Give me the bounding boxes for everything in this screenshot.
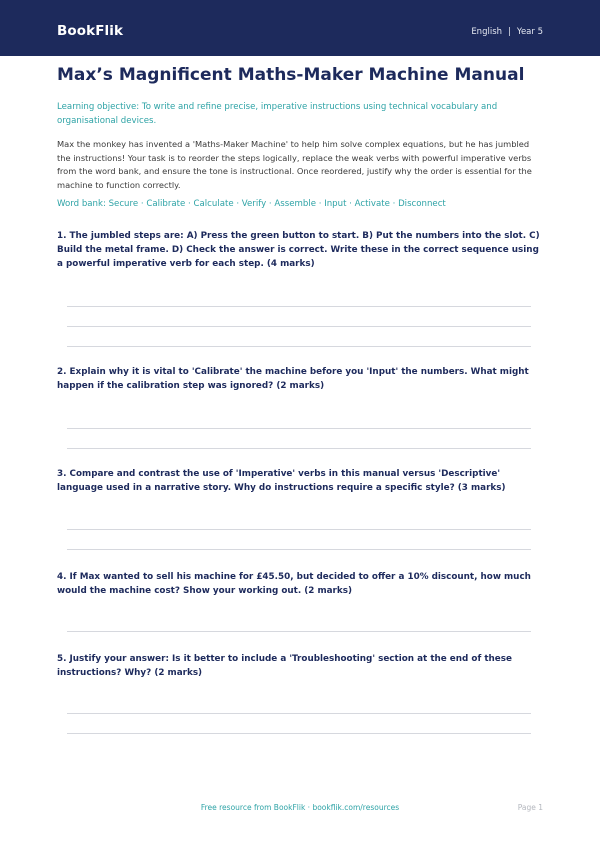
- page-number: Page 1: [517, 803, 543, 812]
- question-2: 2. Explain why it is vital to 'Calibrate' the machine before you 'Input' the numbers. What might happen if the calibration step was ignored? (2 marks): [57, 367, 529, 391]
- question-1: 1. The jumbled steps are: A) Press the green button to start. B) Put the numbers into the slot. C) Build the metal frame. D) Check the answer is correct. Write these in the correct sequence using a powerful imperative verb for each step. (4 marks): [57, 231, 540, 269]
- answer-line[interactable]: [67, 306, 531, 307]
- learning-objective: Learning objective: To write and refine precise, imperative instructions using technical vocabulary and organisational devices.: [57, 102, 498, 126]
- page-header: [0, 0, 600, 56]
- answer-line[interactable]: [67, 631, 531, 632]
- footer-resource-link[interactable]: Free resource from BookFlik · bookflik.com/resources: [200, 803, 400, 812]
- answer-line[interactable]: [67, 549, 531, 550]
- intro-paragraph: Max the monkey has invented a 'Maths-Maker Machine' to help him solve complex equations, but he has jumbled the instructions! Your task is to reorder the steps logically, replace the weak verbs with powerful imperative verbs from the word bank, and ensure the tone is instructional. Once reordered, justify why the order is essential for the machine to function correctly.: [57, 139, 532, 190]
- separator: |: [508, 27, 511, 37]
- question-4: 4. If Max wanted to sell his machine for £45.50, but decided to offer a 10% discount, how much would the machine cost? Show your working out. (2 marks): [57, 572, 531, 596]
- answer-line[interactable]: [67, 733, 531, 734]
- answer-line[interactable]: [67, 346, 531, 347]
- answer-line[interactable]: [67, 326, 531, 327]
- subject-year-label: [471, 27, 543, 37]
- subject-label: English: [471, 27, 503, 37]
- answer-line[interactable]: [67, 713, 531, 714]
- answer-line[interactable]: [67, 448, 531, 449]
- answer-line[interactable]: [67, 529, 531, 530]
- answer-line[interactable]: [67, 428, 531, 429]
- brand-logo[interactable]: BookFlik: [57, 23, 124, 39]
- word-bank: Word bank: Secure · Calibrate · Calculate · Verify · Assemble · Input · Activate · Disconnect: [57, 199, 446, 209]
- page-title: Max’s Magnificent Maths-Maker Machine Manual: [57, 65, 525, 85]
- question-3: 3. Compare and contrast the use of 'Imperative' verbs in this manual versus 'Descriptive' language used in a narrative story. Why do instructions require a specific style? (3 marks): [57, 469, 506, 493]
- question-5: 5. Justify your answer: Is it better to include a 'Troubleshooting' section at the end of these instructions? Why? (2 marks): [57, 654, 512, 678]
- year-label: Year 5: [516, 27, 543, 37]
